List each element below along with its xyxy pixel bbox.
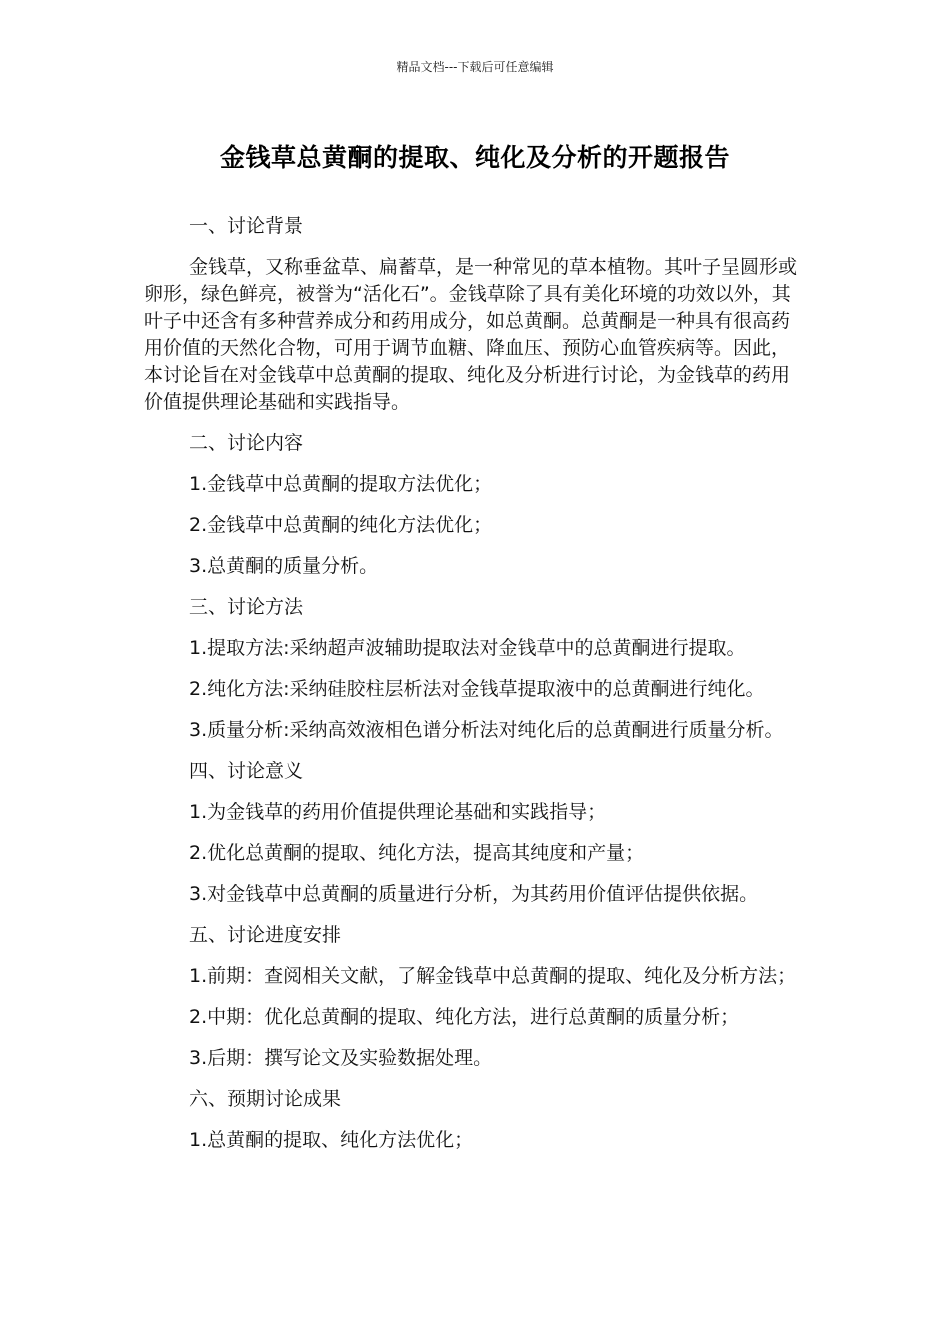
method-item-3: 3.质量分析:采纳高效液相色谱分析法对纯化后的总黄酮进行质量分析。 [189, 719, 784, 741]
content-item-1: 1.金钱草中总黄酮的提取方法优化； [189, 473, 493, 495]
significance-item-2: 2.优化总黄酮的提取、纯化方法，提高其纯度和产量； [189, 842, 645, 864]
header-note: 精品文档---下载后可任意编辑 [396, 60, 554, 74]
content-item-2: 2.金钱草中总黄酮的纯化方法优化； [189, 514, 493, 536]
document-body [144, 213, 804, 1168]
schedule-item-1: 1.前期：查阅相关文献，了解金钱草中总黄酮的提取、纯化及分析方法； [189, 965, 797, 987]
section-heading-schedule: 五、讨论进度安排 [189, 924, 342, 946]
significance-item-3: 3.对金钱草中总黄酮的质量进行分析，为其药用价值评估提供依据。 [189, 883, 759, 905]
section-heading-expected-results: 六、预期讨论成果 [189, 1088, 342, 1110]
schedule-item-3: 3.后期：撰写论文及实验数据处理。 [189, 1047, 493, 1069]
content-item-3: 3.总黄酮的质量分析。 [189, 555, 379, 577]
document-title: 金钱草总黄酮的提取、纯化及分析的开题报告 [219, 143, 730, 172]
section-heading-content: 二、讨论内容 [189, 432, 304, 454]
method-item-1: 1.提取方法:采纳超声波辅助提取法对金钱草中的总黄酮进行提取。 [189, 637, 746, 659]
method-item-2: 2.纯化方法:采纳硅胶柱层析法对金钱草提取液中的总黄酮进行纯化。 [189, 678, 765, 700]
section-heading-significance: 四、讨论意义 [189, 760, 304, 782]
significance-item-1: 1.为金钱草的药用价值提供理论基础和实践指导； [189, 801, 607, 823]
schedule-item-2: 2.中期：优化总黄酮的提取、纯化方法，进行总黄酮的质量分析； [189, 1006, 740, 1028]
background-paragraph: 金钱草，又称垂盆草、扁蓄草，是一种常见的草本植物。其叶子呈圆形或卵形，绿色鲜亮，被誉为“活化石”。金钱草除了具有美化环境的功效以外，其叶子中还含有多种营养成分和药用成分，如总黄酮。总黄酮是一种具有很高药用价值的天然化合物，可用于调节血糖、降血压、预防心血管疾病等。因此，本讨论旨在对金钱草中总黄酮的提取、纯化及分析进行讨论，为金钱草的药用价值提供理论基础和实践指导。 [144, 256, 798, 413]
section-heading-background: 一、讨论背景 [189, 215, 304, 237]
section-heading-method: 三、讨论方法 [189, 596, 304, 618]
expected-result-item-1: 1.总黄酮的提取、纯化方法优化； [189, 1129, 474, 1151]
